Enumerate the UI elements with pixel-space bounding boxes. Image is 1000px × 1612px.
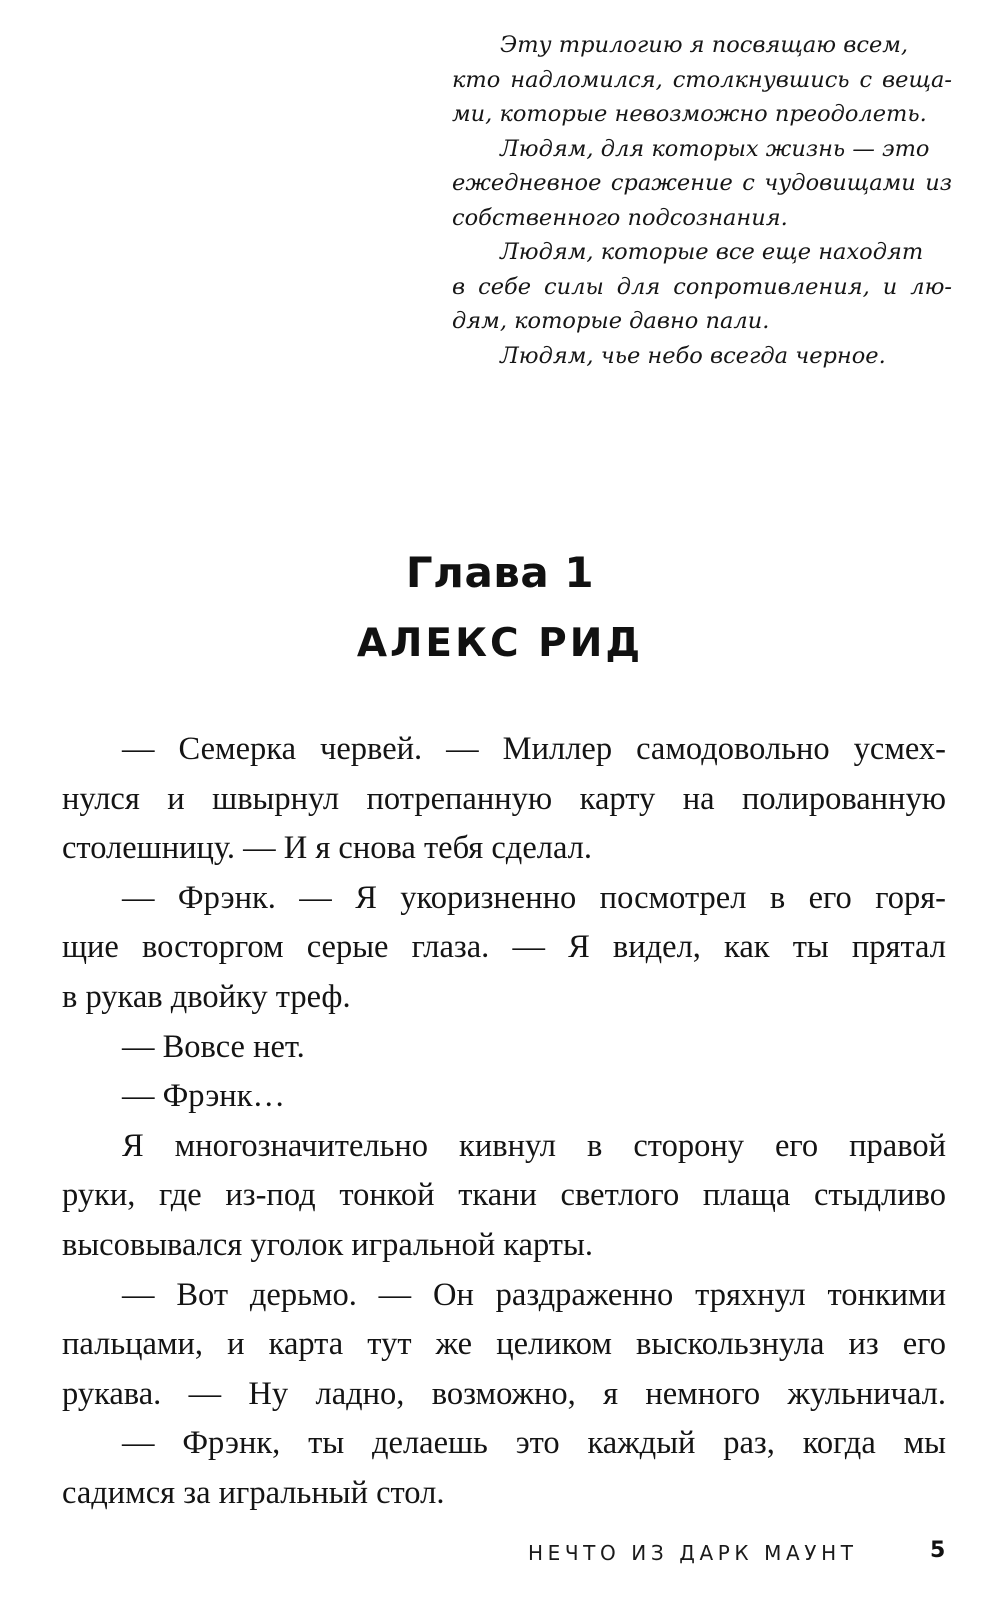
epigraph-line: собственного подсознания. [452,204,788,231]
body-line: — Фрэнк, ты делаешь это каждый раз, когда мы [122,1425,946,1462]
epigraph [452,28,952,373]
body-line: — Семерка червей. — Миллер самодовольно усмех- [122,731,946,767]
body-line: столешницу. — И я снова тебя сделал. [62,830,593,867]
body-line: садимся за игральный стол. [62,1474,445,1511]
chapter-title: Глава 1 [405,548,595,597]
body-line: руки, где из-под тонкой ткани светлого плаща стыдливо [62,1177,946,1214]
epigraph-line: в себе силы для сопротивления, и лю- [452,273,952,300]
body-line: рукава. — Ну ладно, возможно, я немного жульничал. [62,1375,946,1412]
chapter-subtitle: АЛЕКС РИД [356,621,644,666]
epigraph-line: Эту трилогию я посвящаю всем, [500,32,909,58]
running-title: НЕЧТО ИЗ ДАРК МАУНТ [528,1541,858,1565]
page-number: 5 [930,1538,946,1563]
epigraph-line: Людям, которые все еще находят [500,239,924,265]
body-line: нулся и швырнул потрепанную карту на полированную [62,780,946,817]
body-line: — Фрэнк. — Я укоризненно посмотрел в его горя- [122,879,946,916]
epigraph-line: Людям, для которых жизнь — это [500,135,930,162]
body-line: пальцами, и карта тут же целиком выскользнула из его [62,1326,946,1363]
epigraph-line: дям, которые давно пали. [452,308,770,334]
body-line: высовывался уголок игральной карты. [62,1226,593,1263]
epigraph-line: кто надломился, столкнувшись с веща- [452,66,952,93]
epigraph-line: Людям, чье небо всегда черное. [500,342,886,369]
body-line: — Вовсе нет. [122,1028,305,1065]
body-line: Я многозначительно кивнул в сторону его правой [122,1127,946,1164]
chapter-body [62,725,946,1519]
body-line: — Вот дерьмо. — Он раздраженно тряхнул тонкими [122,1276,946,1313]
body-line: — Фрэнк… [122,1078,285,1115]
body-line: в рукав двойку треф. [62,978,351,1015]
epigraph-line: ми, которые невозможно преодолеть. [452,101,927,127]
body-line: щие восторгом серые глаза. — Я видел, как ты прятал [62,929,946,966]
epigraph-line: ежедневное сражение с чудовищами из [452,170,952,196]
